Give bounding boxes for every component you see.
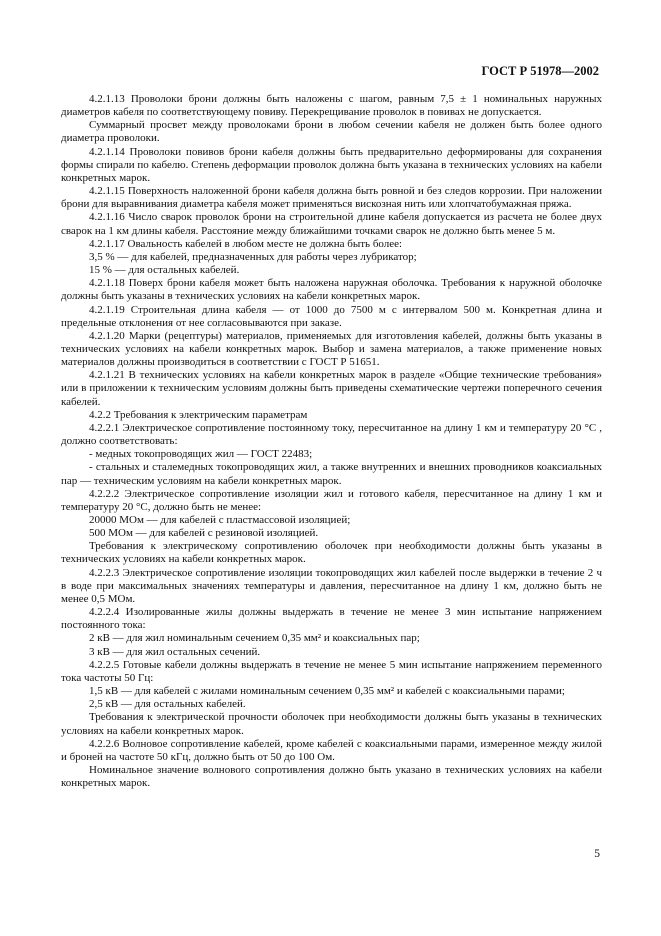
paragraph: 4.2.2.4 Изолированные жилы должны выдержать в течение не менее 3 мин испытание напряжением постоянного тока:	[61, 606, 602, 632]
paragraph: 4.2.1.14 Проволоки повивов брони кабеля должны быть предварительно деформированы для сохранения формы спирали по кабелю. Степень деформации проволок должна быть указана в технических условиях на кабели конкретных марок.	[61, 145, 602, 184]
section-heading: 4.2.2 Требования к электрическим параметрам	[89, 408, 308, 421]
paragraph: 4.2.2.5 Готовые кабели должны выдержать в течение не менее 5 мин испытание напряжением переменного тока частоты 50 Гц:	[61, 658, 602, 684]
paragraph: 4.2.1.19 Строительная длина кабеля — от 1000 до 7500 м с интервалом 500 м. Конкретная длина и предельные отклонения от нее согласовываются при заказе.	[61, 303, 602, 329]
paragraph: 4.2.1.21 В технических условиях на кабели конкретных марок в разделе «Общие технические требования» или в приложении к техническим условиям должны быть приведены схематические чертежи поперечного сечения кабелей.	[61, 369, 602, 408]
paragraph: 15 % — для остальных кабелей.	[89, 264, 240, 277]
paragraph: 2,5 кВ — для остальных кабелей.	[89, 698, 246, 711]
paragraph: Суммарный просвет между проволоками брони в любом сечении кабеля не должен быть более одного диаметра проволоки.	[61, 119, 602, 145]
document-id: ГОСТ Р 51978—2002	[481, 64, 599, 78]
paragraph: 4.2.1.17 Овальность кабелей в любом месте не должна быть более:	[89, 237, 403, 250]
paragraph: Требования к электрическому сопротивлению оболочек при необходимости должны быть указаны в технических условиях на кабели конкретных марок.	[61, 540, 602, 566]
paragraph: Номинальное значение волнового сопротивления должно быть указано в технических условиях на кабели конкретных марок.	[61, 763, 602, 790]
list-item: - стальных и сталемедных токопроводящих жил, а также внутренних и внешних проводников коаксиальных пар — техническим условиям на кабели конкретных марок.	[61, 461, 602, 487]
document-body	[61, 93, 602, 790]
paragraph: 4.2.2.6 Волновое сопротивление кабелей, кроме кабелей с коаксиальными парами, измеренное между жилой и броней на частоте 50 кГц, должно быть от 50 до 100 Ом.	[61, 737, 602, 763]
paragraph: 3 кВ — для жил остальных сечений.	[89, 645, 261, 658]
page-number: 5	[594, 848, 600, 860]
paragraph: 3,5 % — для кабелей, предназначенных для работы через лубрикатор;	[89, 250, 417, 263]
paragraph: 4.2.2.2 Электрическое сопротивление изоляции жил и готового кабеля, пересчитанное на длину 1 км и температуру 20 °С, должно быть не менее:	[61, 487, 602, 513]
paragraph: 1,5 кВ — для кабелей с жилами номинальным сечением 0,35 мм² и кабелей с коаксиальными парами;	[89, 685, 565, 698]
list-item: - медных токопроводящих жил — ГОСТ 22483;	[89, 448, 313, 461]
paragraph: 4.2.1.18 Поверх брони кабеля может быть наложена наружная оболочка. Требования к наружной оболочке должны быть указаны в технических условиях на кабели конкретных марок.	[61, 277, 602, 303]
paragraph: 500 МОм — для кабелей с резиновой изоляцией.	[89, 527, 319, 540]
paragraph: 4.2.1.20 Марки (рецептуры) материалов, применяемых для изготовления кабелей, должны быть указаны в технических условиях на кабели конкретных марок. Выбор и замена материалов, а также применение новых материалов должны производиться в соответствии с ГОСТ Р 51651.	[61, 329, 602, 369]
paragraph: 2 кВ — для жил номинальным сечением 0,35 мм² и коаксиальных пар;	[89, 632, 420, 645]
paragraph: 4.2.1.13 Проволоки брони должны быть наложены с шагом, равным 7,5 ± 1 номинальных наружных диаметров кабеля по соответствующему повиву. Перекрещивание проволок в повивах не допускается.	[61, 93, 602, 119]
paragraph: 4.2.1.15 Поверхность наложенной брони кабеля должна быть ровной и без следов коррозии. При наложении брони для выравнивания диаметра кабеля может применяться вискозная нить или хлопчатобумажная пряжа.	[61, 185, 602, 211]
paragraph: Требования к электрической прочности оболочек при необходимости должны быть указаны в технических условиях на кабели конкретных марок.	[61, 711, 602, 737]
paragraph: 4.2.2.3 Электрическое сопротивление изоляции токопроводящих жил кабелей после выдержки в течение 2 ч в воде при максимальных значениях температуры и давления, пересчитанное на длину 1 км, должно быть не менее 0,5 МОм.	[61, 566, 602, 605]
paragraph: 20000 МОм — для кабелей с пластмассовой изоляцией;	[89, 514, 351, 526]
paragraph: 4.2.1.16 Число сварок проволок брони на строительной длине кабеля допускается из расчета не более двух сварок на 1 км длины кабеля. Расстояние между ближайшими точками сварок не должно быть менее 5 м.	[61, 211, 602, 237]
paragraph: 4.2.2.1 Электрическое сопротивление постоянному току, пересчитанное на длину 1 км и температуру 20 °С , должно соответствовать:	[61, 421, 602, 448]
